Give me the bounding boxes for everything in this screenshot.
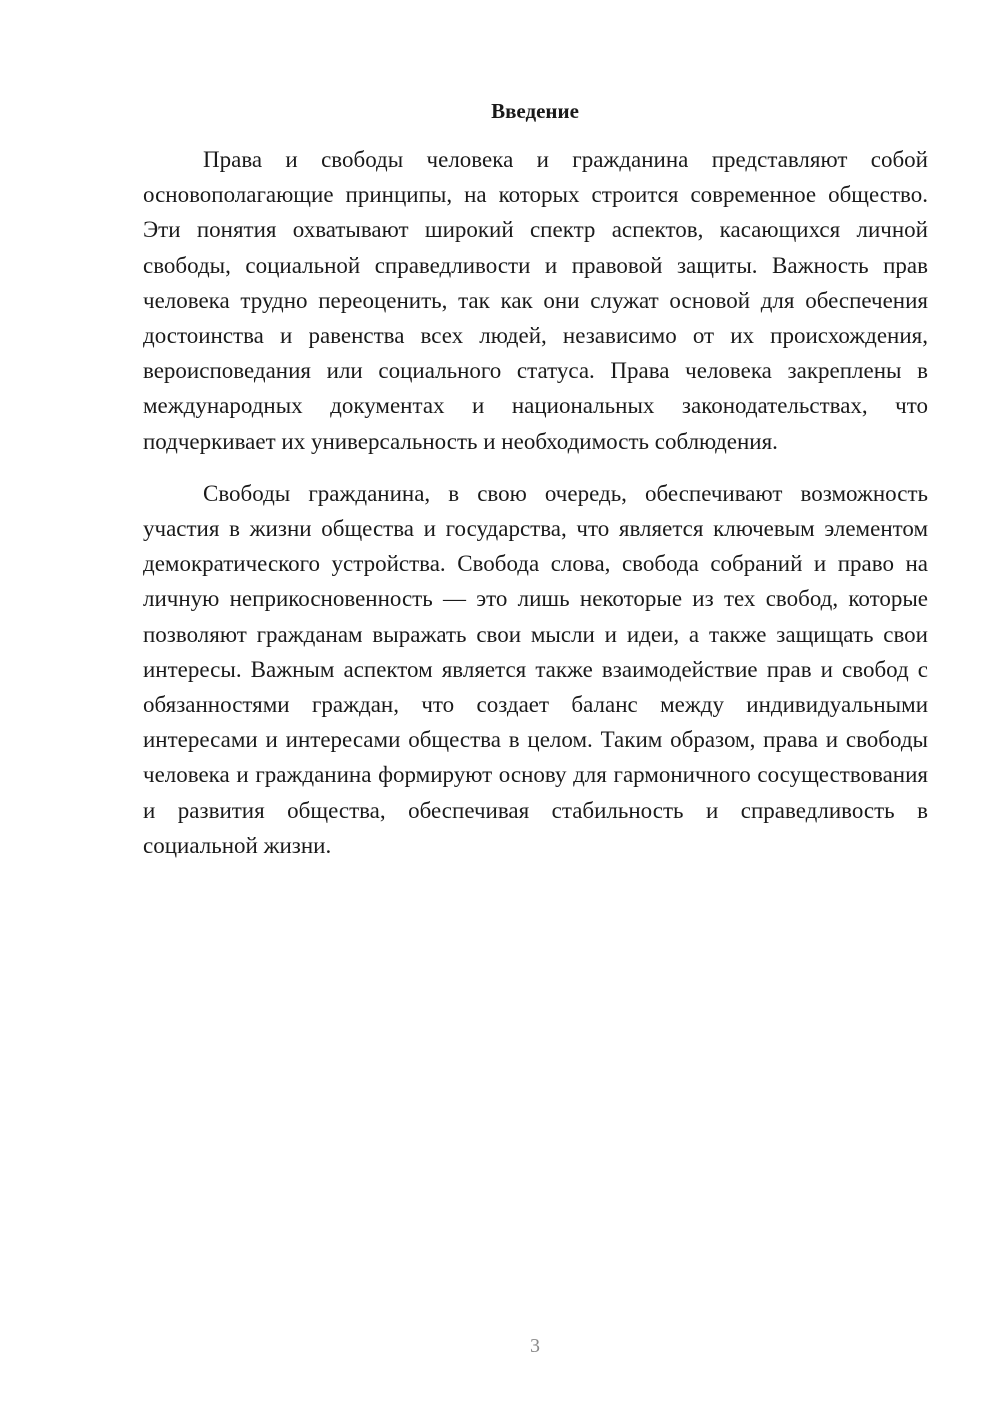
page-number: 3: [530, 1335, 540, 1357]
body-text: [143, 142, 928, 863]
paragraph-1: Права и свободы человека и гражданина представляют собой основополагающие принципы, на которых строится современное общество. Эти понятия охватывают широкий спектр аспектов, касающихся личной свободы, социальной справедливости и правовой защиты. Важность прав человека трудно переоценить, так как они служат основой для обеспечения достоинства и равенства всех людей, независимо от их происхождения, вероисповедания или социального статуса. Права человека закреплены в международных документах и национальных законодательствах, что подчеркивает их универсальность и необходимость соблюдения.: [143, 147, 928, 454]
section-title: Введение: [491, 99, 579, 123]
paragraph-2: Свободы гражданина, в свою очередь, обеспечивают возможность участия в жизни общества и государства, что является ключевым элементом демократического устройства. Свобода слова, свобода собраний и право на личную неприкосновенность — это лишь некоторые из тех свобод, которые позволяют гражданам выражать свои мысли и идеи, а также защищать свои интересы. Важным аспектом является также взаимодействие прав и свобод с обязанностями граждан, что создает баланс между индивидуальными интересами и интересами общества в целом. Таким образом, права и свободы человека и гражданина формируют основу для гармоничного сосуществования и развития общества, обеспечивая стабильность и справедливость в социальной жизни.: [143, 480, 928, 858]
